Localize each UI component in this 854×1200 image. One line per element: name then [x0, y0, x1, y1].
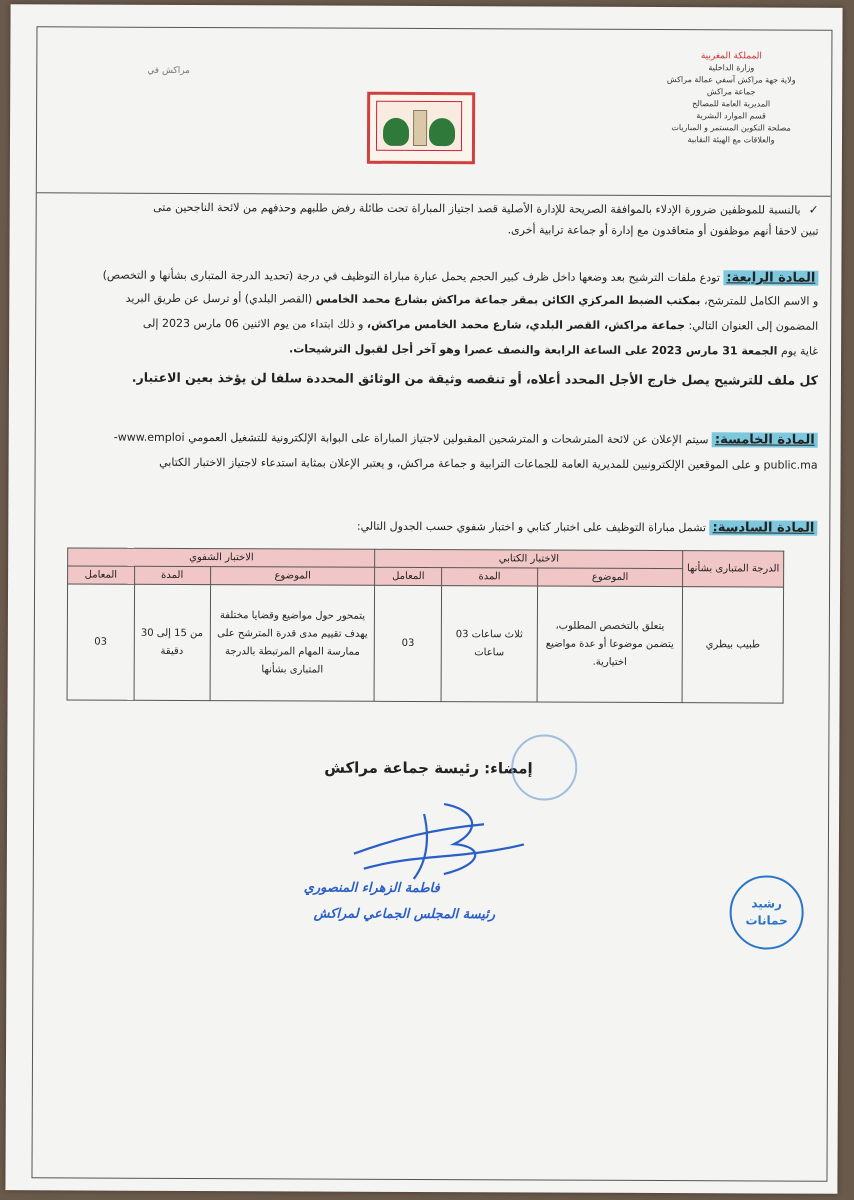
article-5-label: المادة الخامسة: [712, 432, 818, 447]
document-frame [31, 26, 832, 1181]
oral-subject-header: الموضوع [210, 567, 375, 586]
exam-table [67, 547, 785, 703]
note-line-2: تبين لاحقا أنهم موظفون أو متعاقدون مع إدارة أو جماعة ترابية أخرى. [507, 223, 819, 238]
article-4-line-2b: بمكتب الضبط المركزي الكائن بمقر جماعة مراكش بشارع محمد الخامس [315, 292, 701, 308]
signature-title: إمضاء: رئيسة جماعة مراكش [324, 758, 533, 778]
article-4-line-1: تودع ملفات الترشيح بعد وضعها داخل ظرف كبير الحجم يحمل عبارة مباراة التوظيف في درجة (تحديد الدرجة المتبارى بشأنها و التخصص) [102, 268, 720, 285]
article-4-line-3a: المضمون إلى العنوان التالي: [688, 319, 819, 333]
signatory-role: رئيسة المجلس الجماعي لمراكش [313, 906, 496, 923]
written-subject-header: الموضوع [537, 568, 682, 587]
letterhead-line: والعلاقات مع الهيئة النقابية [687, 135, 775, 145]
municipal-emblem-logo [367, 92, 475, 164]
col-written-header: الاختبار الكتابي [375, 549, 683, 568]
note-line-1: بالنسبة للموظفين ضرورة الإدلاء بالموافقة الصريحة للإدارة الأصلية قصد اجتياز المباراة تحت طائلة رفض طلبهم وحذفهم من لائحة الناجحين متى [153, 200, 801, 217]
row-oral-duration: من 15 إلى 30 دقيقة [134, 584, 211, 700]
stamp-badge [729, 875, 803, 949]
note-paragraph [49, 199, 819, 238]
article-4-line-4c: على الساعة الرابعة والنصف عصرا وهو آخر أجل لقبول الترشيحات. [289, 342, 649, 357]
col-oral-header: الاختبار الشفوي [68, 548, 376, 567]
document-page [5, 4, 842, 1194]
row-written-subject: يتعلق بالتخصص المطلوب، يتضمن موضوعا أو عدة مواضيع اختيارية. [537, 586, 683, 703]
letterhead-line: المملكة المغربية [700, 51, 762, 62]
article-4-label: المادة الرابعة: [723, 270, 818, 285]
article-5 [48, 429, 818, 472]
article-4 [48, 267, 819, 387]
letterhead-line: ولاية جهة مراكش آسفي عمالة مراكش [666, 75, 796, 85]
col-grade-header: الدرجة المتبارى بشأنها [683, 551, 784, 587]
table-row [67, 584, 783, 703]
article-4-line-3c: و ذلك ابتداء من يوم الاثنين 06 مارس 2023 إلى [142, 316, 364, 331]
oral-duration-header: المدة [134, 566, 210, 584]
stamp-line: رشيد [751, 896, 782, 911]
written-coef-header: المعامل [375, 567, 442, 585]
article-6-label: المادة السادسة: [709, 520, 817, 535]
checkmark-icon: ✓ [808, 202, 819, 217]
letterhead [37, 27, 832, 196]
article-6-line-1: تشمل مباراة التوظيف على اختبار كتابي و اختبار شفوي حسب الجدول التالي: [356, 519, 707, 535]
article-4-line-3b: جماعة مراكش، القصر البلدي، شارع محمد الخامس مراكش، [366, 317, 686, 333]
article-4-line-4a: غاية يوم [780, 344, 819, 358]
handwritten-signature [334, 784, 534, 895]
article-4-deadline: الجمعة 31 مارس 2023 [651, 343, 778, 358]
written-duration-header: المدة [442, 568, 538, 586]
letterhead-authority [641, 50, 821, 147]
article-4-line-2a: و الاسم الكامل للمترشح، [703, 294, 819, 308]
row-grade: طبيب بيطري [682, 587, 783, 703]
letterhead-line: مصلحة التكوين المستمر و المباريات [671, 123, 791, 133]
stamp-line: حمانات [745, 913, 788, 928]
row-oral-coef: 03 [67, 584, 134, 700]
letterhead-line: وزارة الداخلية [708, 63, 755, 73]
letterhead-line: قسم الموارد البشرية [696, 111, 766, 121]
signatory-name: فاطمة الزهراء المنصوري [303, 880, 440, 897]
row-oral-subject: يتمحور حول مواضيع وقضايا مختلفة يهدف تقييم مدى قدرة المترشح على ممارسة المهام المرتبطة بالدرجة المتبارى بشأنها [210, 585, 375, 702]
oral-coef-header: المعامل [68, 566, 135, 584]
row-written-duration: ثلاث ساعات 03 ساعات [441, 586, 537, 702]
article-4-warning: كل ملف للترشيح يصل خارج الأجل المحدد أعلاه، أو تنقصه وثيقة من الوثائق المحددة سلفا لن يؤخذ بعين الاعتبار. [131, 369, 818, 388]
article-4-line-2c: (القصر البلدي) أو ترسل عن طريق البريد [125, 291, 313, 306]
article-5-line-2: public.ma و على الموقعين الإلكترونيين للمديرية العامة للجماعات الترابية و جماعة مراكش، و يعتبر الإعلان بمثابة استدعاء لاجتياز الاختبار الكتابي [159, 455, 818, 472]
letterhead-line: المديرية العامة للمصالح [692, 99, 771, 109]
letterhead-line: جماعة مراكش [706, 87, 756, 97]
row-written-coef: 03 [375, 585, 442, 701]
article-5-line-1: سيتم الإعلان عن لائحة المترشحات و المترشحين المقبولين لاجتياز المباراة على البوابة الإلكترونية للتشغيل العمومي www.emploi- [113, 430, 709, 447]
letterhead-date: مراكش في [147, 65, 191, 76]
article-6 [47, 517, 817, 535]
